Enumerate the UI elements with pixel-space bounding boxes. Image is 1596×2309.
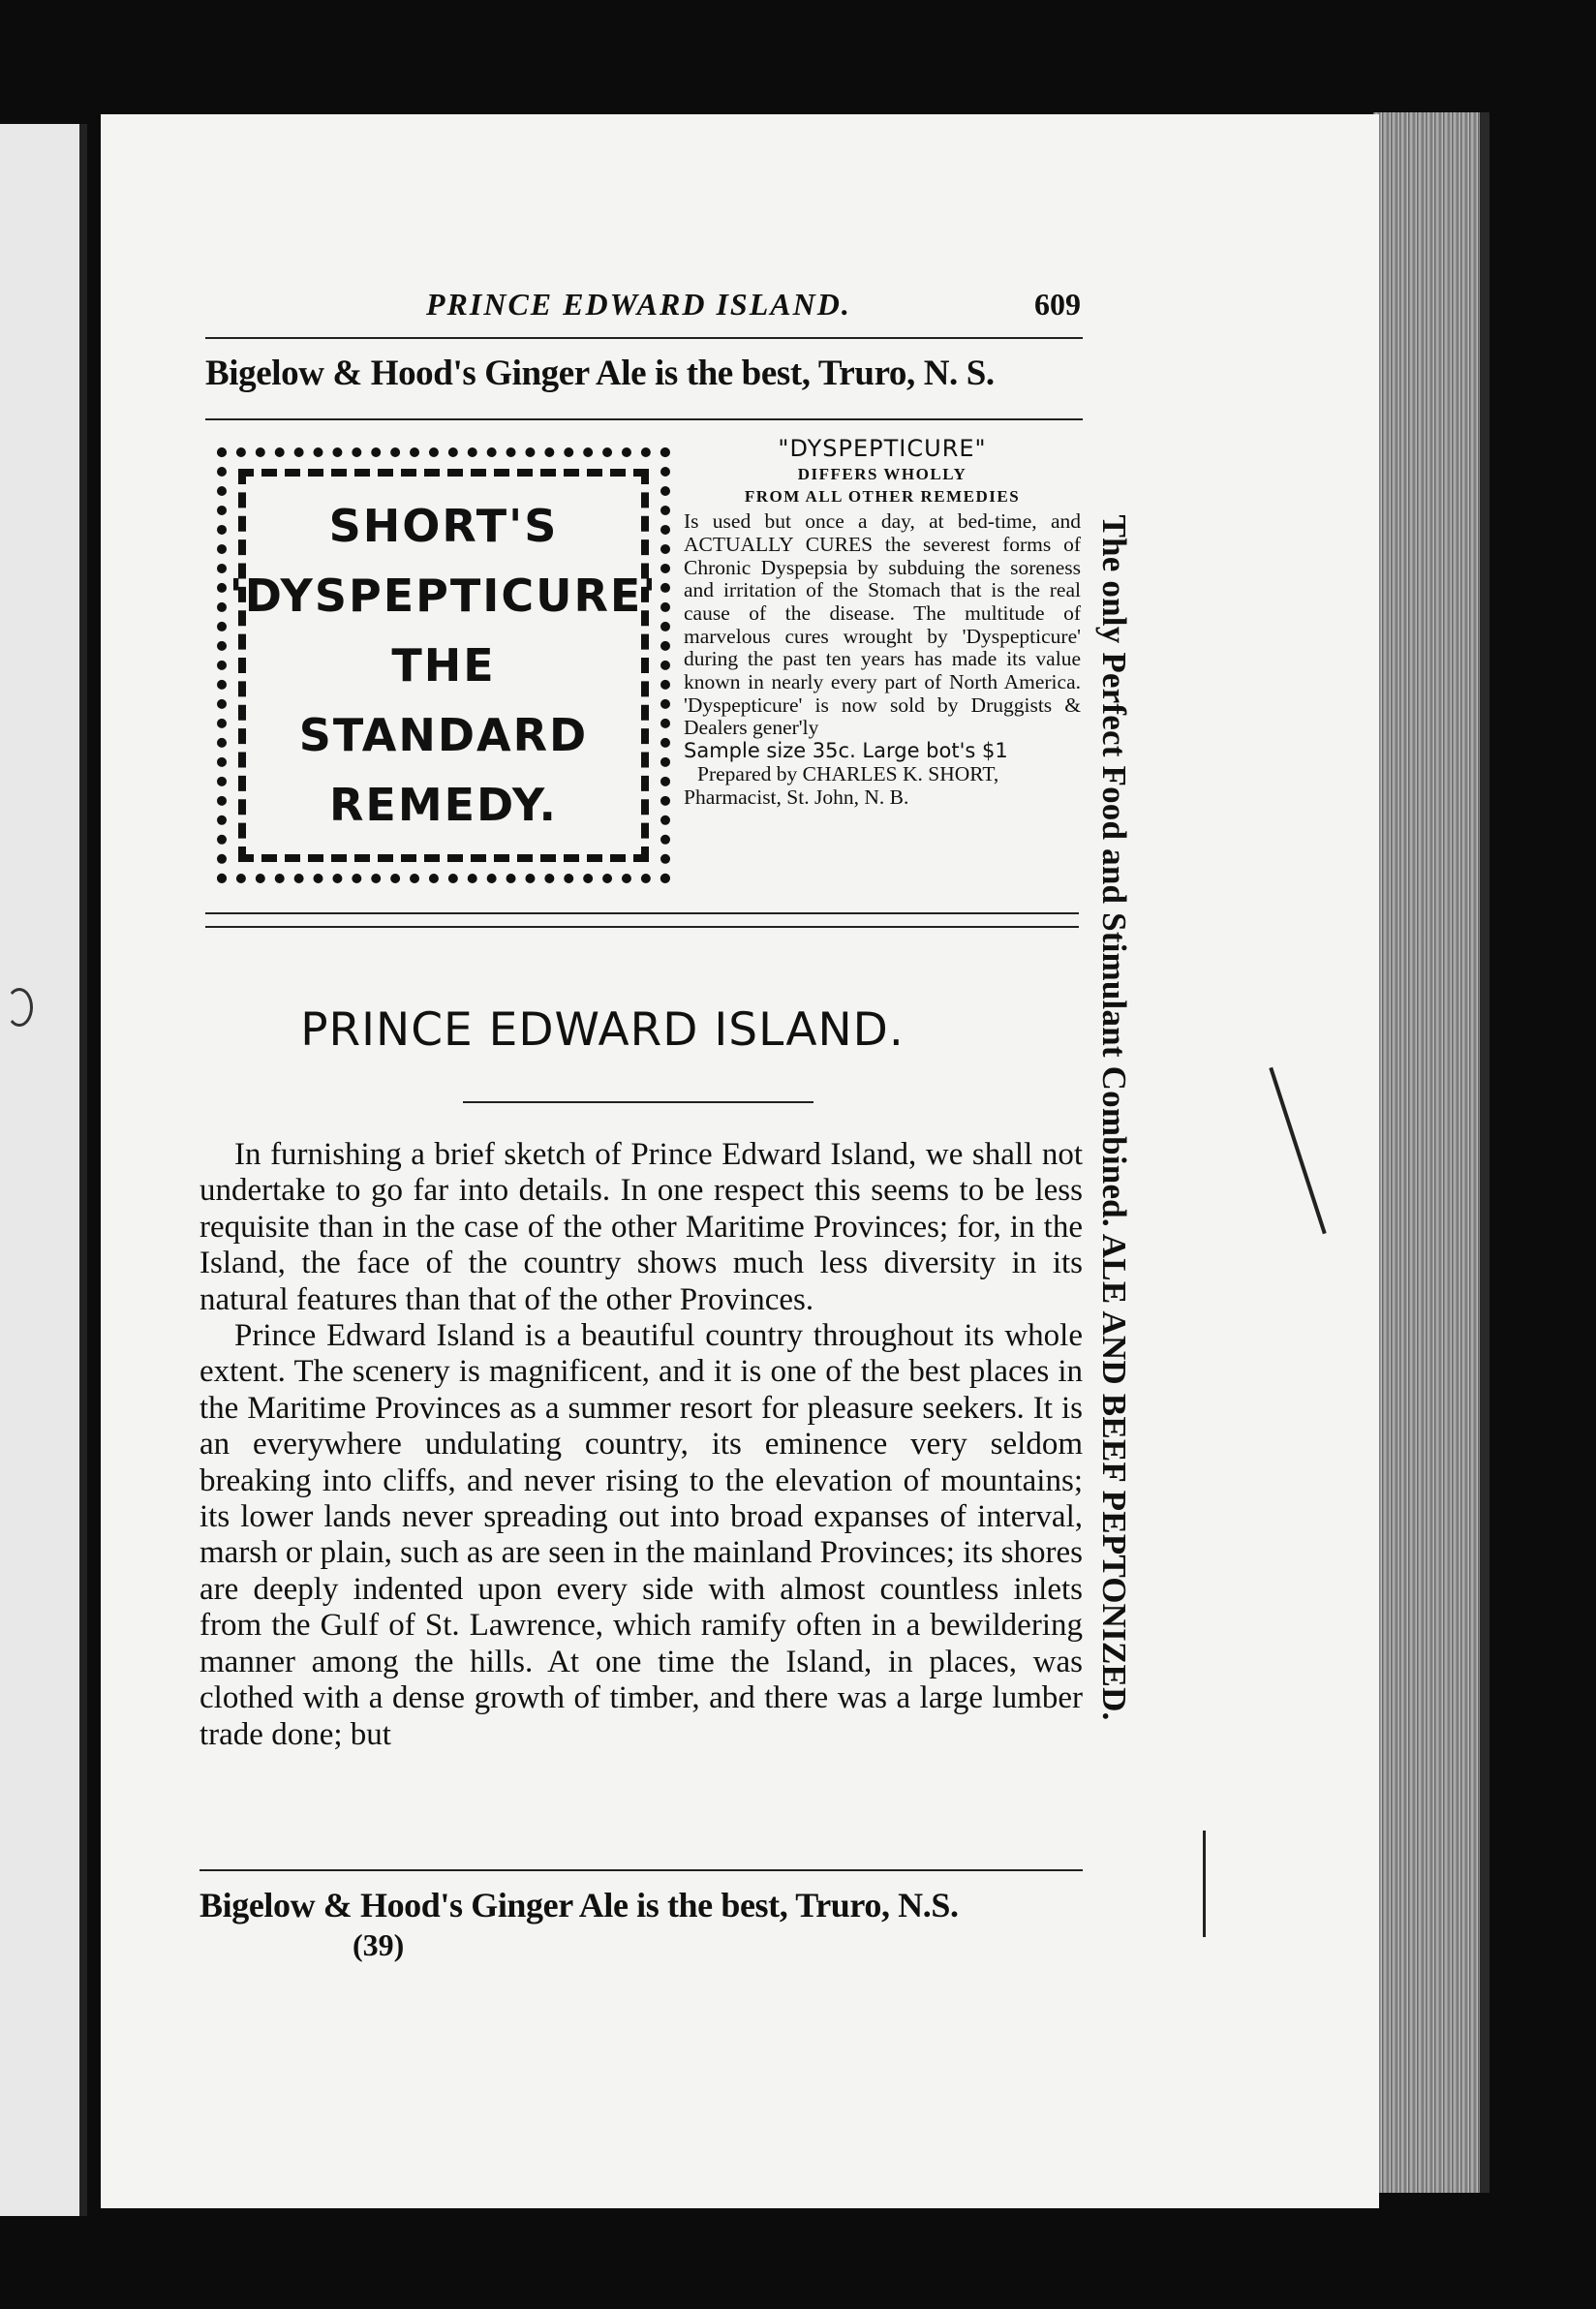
ad-box-line: 'DYSPEPTICURE' — [229, 570, 659, 622]
ad-copy-maker: Prepared by CHARLES K. SHORT, — [697, 761, 999, 785]
top-advertisement: Bigelow & Hood's Ginger Ale is the best, Truro, N. S. — [205, 354, 995, 393]
vertical-advertisement — [1087, 362, 1141, 1873]
ad-box-line: THE — [391, 639, 496, 692]
section-title: PRINCE EDWARD ISLAND. — [300, 1003, 905, 1057]
facing-page-edge — [0, 124, 87, 2216]
page-number: 609 — [1034, 287, 1081, 322]
book-page-edges — [1373, 112, 1480, 2193]
section-divider — [205, 926, 1079, 928]
header-rule — [205, 337, 1083, 339]
ad-copy-price: Sample size 35c. Large bot's $1 — [684, 739, 1008, 763]
ad-copy-heading: "DYSPEPTICURE" — [778, 435, 987, 462]
bottom-advertisement: Bigelow & Hood's Ginger Ale is the best, Truro, N.S. — [200, 1886, 959, 1924]
article-body — [200, 1137, 1083, 1753]
running-head: PRINCE EDWARD ISLAND. — [426, 287, 851, 322]
vertical-advertisement-text: The only Perfect Food and Stimulant Combined. ALE AND BEEF PEPTONIZED. — [1095, 514, 1133, 1721]
ad-box-line: STANDARD — [298, 709, 589, 761]
ad-copy-address: Pharmacist, St. John, N. B. — [684, 785, 909, 809]
ornamental-ad-box — [217, 447, 670, 883]
book-page-edge-shadow — [1480, 112, 1489, 2193]
ad-box-line: SHORT'S — [328, 500, 559, 552]
section-divider — [205, 912, 1079, 914]
pen-stroke — [1203, 1831, 1206, 1937]
ad-copy-subheading: DIFFERS WHOLLY — [797, 464, 967, 483]
ad-copy — [684, 435, 1081, 809]
paragraph: In furnishing a brief sketch of Prince Edward Island, we shall not undertake to go far into details. In one respect this seems to be less requisite than in the case of the other Maritime Provinces; for, in the Island, the face of the country shows much less diversity in its natural features than that of the other Provinces. — [200, 1137, 1083, 1317]
paragraph: Prince Edward Island is a beautiful country throughout its whole extent. The scenery is magnificent, and it is one of the best places in the Maritime Provinces as a summer resort for pleasure seekers. It is an everywhere undulating country, its eminence very seldom breaking into cliffs, and never rising to the elevation of mountains; its lower lands never spreading out into broad expanses of interval, marsh or plain, such as are seen in the mainland Provinces; its shores are deeply indented upon every side with almost countless inlets from the Gulf of St. Lawrence, which ramify often in a bewildering manner among the hills. At one time the Island, in places, was clothed with a dense growth of timber, and there was a large lumber trade done; but — [200, 1318, 1083, 1752]
advertisement-rule — [205, 418, 1083, 420]
ad-copy-body: Is used but once a day, at bed-time, and ACTUALLY CURES the severest forms of Chronic Dyspepsia by subduing the soreness and irritation of the Stomach that is the real cause of the disease. The multitude of marvelous cures wrought by 'Dyspepticure' during the past ten years has made its value known in nearly every part of North America. 'Dyspepticure' is now sold by Druggists & Dealers gener'ly — [684, 509, 1081, 740]
title-rule — [463, 1101, 813, 1103]
footer-rule — [200, 1869, 1083, 1871]
ad-copy-subheading: FROM ALL OTHER REMEDIES — [744, 487, 1021, 507]
ornamental-ad-inner — [229, 469, 659, 862]
ad-box-line: REMEDY. — [328, 779, 559, 831]
signature-mark: (39) — [353, 1927, 405, 1962]
margin-mark — [6, 988, 33, 1027]
